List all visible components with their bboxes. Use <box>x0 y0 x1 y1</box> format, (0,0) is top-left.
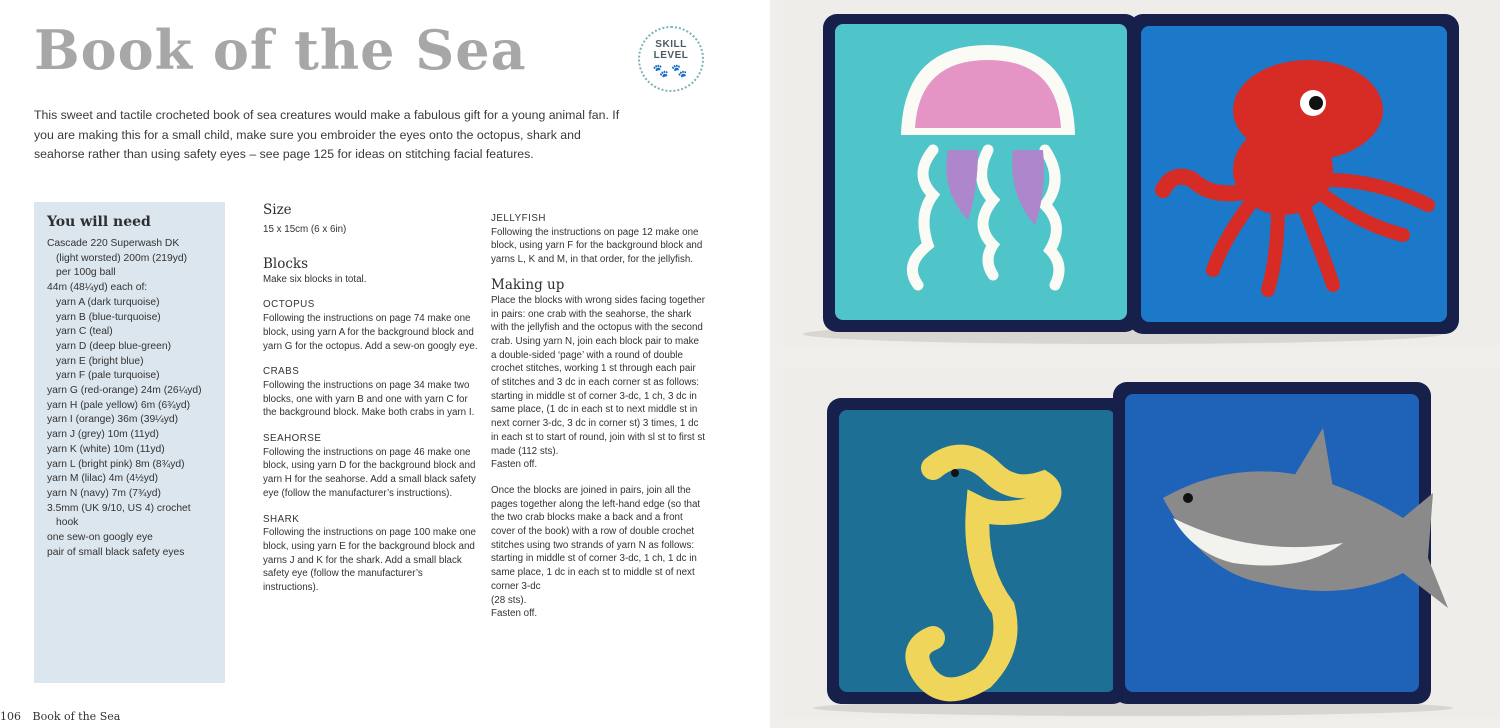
making-up-fasten-off-1: Fasten off. <box>491 459 538 471</box>
material-item: Cascade 220 Superwash DK <box>47 238 180 249</box>
octopus-heading: OCTOPUS <box>263 299 315 311</box>
making-up-stitch-count: (28 sts). <box>491 594 527 606</box>
size-text: 15 x 15cm (6 x 6in) <box>263 224 347 235</box>
jellyfish-heading: JELLYFISH <box>491 213 546 224</box>
making-up-para-1: Place the blocks with wrong sides facing together in pairs: one crab with the seahorse, the shark with the jellyfish and the octopus with the second crab. Using yarn N, join each block pair to make a double-sided ‘page’ with a round of double crochet stitches, working 1 st through each pair of stitches and 3 dc in each corner st as follows: starting in middle st of corner 3-dc, 1 ch, 3 dc in same place, (1 dc in each st to next middle st in next corner 3-dc, 3 dc in corner st) 3 times, 1 dc in each st to start of round, join with sl st to first st made (112 sts). <box>491 294 706 457</box>
material-item: one sew-on googly eye <box>47 532 153 544</box>
material-item: per 100g ball <box>56 267 116 279</box>
material-item: yarn F (pale turquoise) <box>56 370 160 382</box>
page-footer <box>0 710 120 723</box>
making-up-fasten-off-2: Fasten off. <box>491 608 538 620</box>
material-item: yarn H (pale yellow) 6m (6¾yd) <box>47 399 191 411</box>
materials-list <box>47 237 225 560</box>
shark-heading: SHARK <box>263 513 300 525</box>
material-item: yarn I (orange) 36m (39¼yd) <box>47 414 179 426</box>
blocks-heading: Blocks <box>263 255 309 272</box>
crabs-text: Following the instructions on page 34 make two blocks, one with yarn B and one with yarn C for the background block. Make both crabs in yarn I. <box>263 379 475 419</box>
material-item: yarn D (deep blue-green) <box>56 340 172 352</box>
seahorse-text: Following the instructions on page 46 make one block, using yarn D for the background block and yarn H for the seahorse. Add a small black safety eye (follow the manufacturer’s instructions). <box>263 446 476 499</box>
material-item: yarn L (bright pink) 8m (8¾yd) <box>47 458 185 470</box>
blocks-text: Make six blocks in total. <box>263 273 367 285</box>
shark-eye-icon <box>1183 493 1193 503</box>
skill-level-label: SKILL LEVEL <box>653 39 689 61</box>
paw-prints-icon: 🐾🐾 <box>652 63 690 78</box>
material-item: 3.5mm (UK 9/10, US 4) crochet <box>47 502 191 514</box>
photo-bottom-svg <box>783 368 1500 718</box>
making-up-para-2: Once the blocks are joined in pairs, join all the pages together along the left-hand edge (so that the two crab blocks make a back and a front cover of the book) with a row of double crochet stitches using two strands of yarn N as follows: starting in middle st of corner 3-dc, 1 ch, 1 dc in same place, 1 dc in each st to middle st of next corner 3-dc <box>491 484 701 592</box>
material-item: yarn G (red-orange) 24m (26¼yd) <box>47 385 202 397</box>
material-item: yarn B (blue-turquoise) <box>56 311 161 323</box>
material-item: yarn J (grey) 10m (11yd) <box>47 429 159 441</box>
jellyfish-illustration <box>901 45 1075 285</box>
material-item: yarn N (navy) 7m (7¾yd) <box>47 487 161 499</box>
material-item: yarn K (white) 10m (11yd) <box>47 443 165 455</box>
shark-text: Following the instructions on page 100 make one block, using yarn E for the background block and yarns J and K for the shark. Add a small black safety eye (follow the manufacturer’s instructions). <box>263 527 476 594</box>
material-item: (light worsted) 200m (219yd) <box>56 252 188 264</box>
material-item: yarn A (dark turquoise) <box>56 296 160 308</box>
photo-top-svg <box>783 0 1500 346</box>
you-will-need-box <box>34 202 225 683</box>
size-heading: Size <box>263 202 292 218</box>
page-number: 106 <box>0 710 21 723</box>
photo-seahorse-shark <box>783 368 1500 718</box>
crabs-heading: CRABS <box>263 366 300 378</box>
material-item: hook <box>56 517 79 529</box>
material-item: pair of small black safety eyes <box>47 546 185 558</box>
material-item: yarn M (lilac) 4m (4½yd) <box>47 473 158 485</box>
column-size-blocks <box>263 202 478 595</box>
intro-paragraph: This sweet and tactile crocheted book of sea creatures would make a fabulous gift for a young animal fan. If you are making this for a small child, make sure you embroider the eyes onto the octopus, shark and seahorse rather than using safety eyes – see page 125 for ideas on stitching facial features. <box>34 108 620 161</box>
making-up-heading: Making up <box>491 276 565 293</box>
photo-jellyfish-octopus <box>783 0 1500 346</box>
column-jellyfish-making-up <box>491 212 706 621</box>
material-item: yarn E (bright blue) <box>56 355 144 367</box>
you-will-need-heading: You will need <box>47 214 151 230</box>
octopus-text: Following the instructions on page 74 make one block, using yarn A for the background block and yarn G for the octopus. Add a sew-on googly eye. <box>263 313 478 352</box>
material-item: 44m (48¼yd) each of: <box>47 282 148 294</box>
page-title: Book of the Sea <box>34 18 527 82</box>
skill-level-badge <box>638 26 704 92</box>
seahorse-heading: SEAHORSE <box>263 433 322 445</box>
material-item: yarn C (teal) <box>56 326 113 338</box>
running-title: Book of the Sea <box>32 710 121 723</box>
jellyfish-text: Following the instructions on page 12 make one block, using yarn F for the background block and yarns L, K and M, in that order, for the jellyfish. <box>491 226 703 266</box>
